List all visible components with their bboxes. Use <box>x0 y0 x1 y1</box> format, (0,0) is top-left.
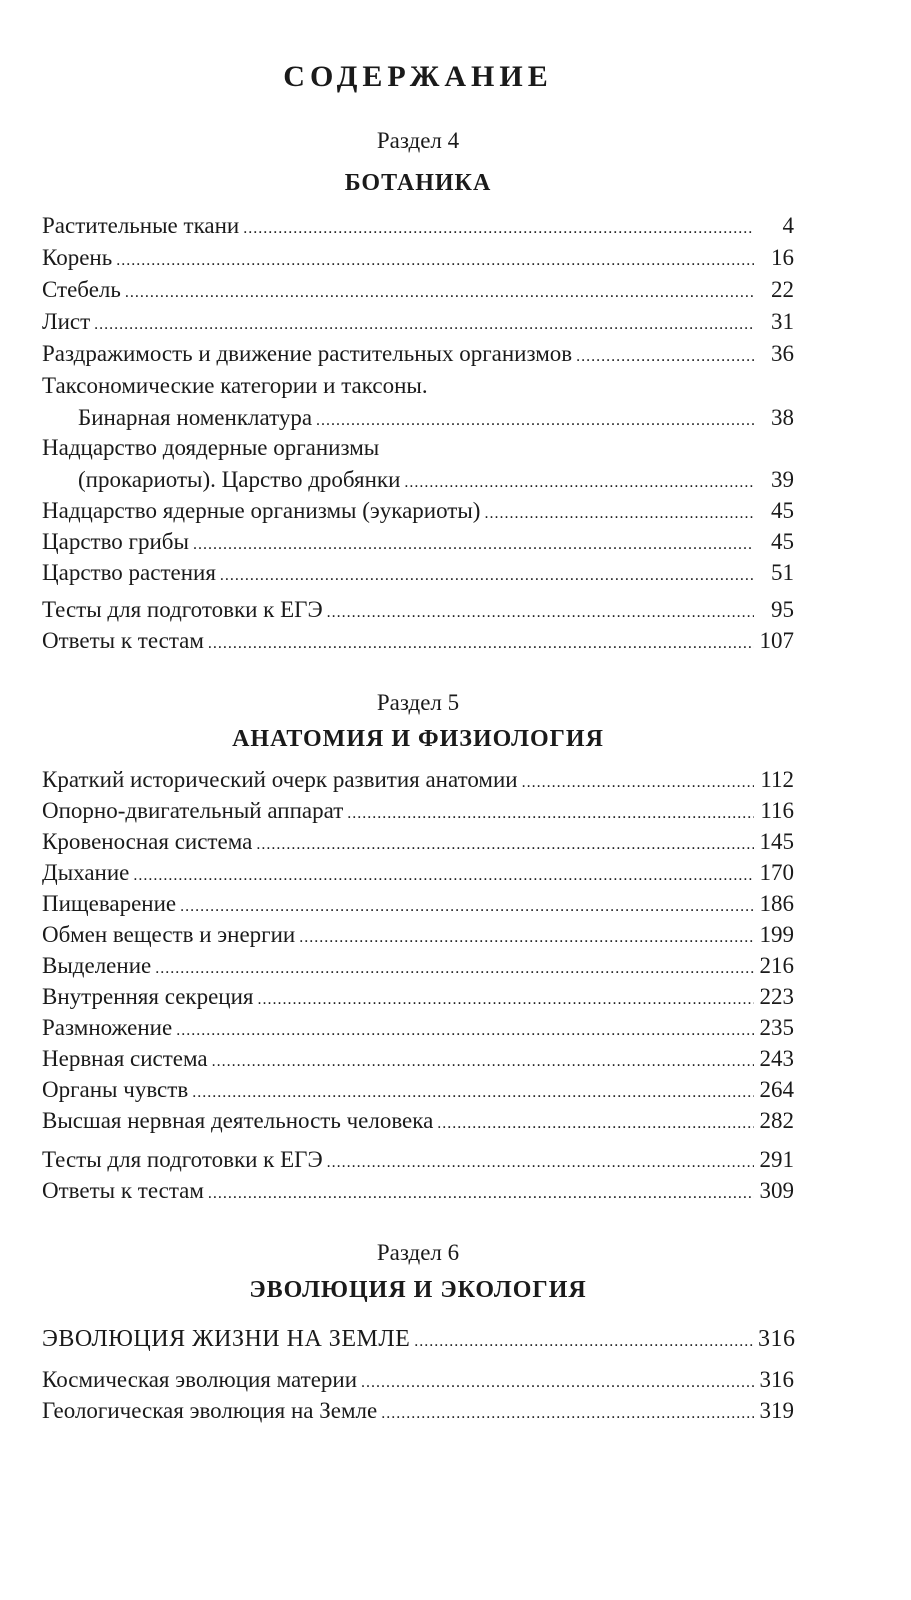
toc-entry-title: Тесты для подготовки к ЕГЭ <box>42 1147 323 1172</box>
toc-entry-title: Царство грибы <box>42 529 189 554</box>
leader-dots <box>522 769 754 797</box>
toc-entry-page: 319 <box>759 1398 794 1423</box>
toc-entry-page: 22 <box>771 277 794 302</box>
toc-entry <box>42 244 794 272</box>
toc-entry-page: 39 <box>771 467 794 492</box>
toc-entry-title: (прокариоты). Царство дробянки <box>78 467 401 492</box>
toc-entry-title: Выделение <box>42 953 152 978</box>
toc-entry-page: 31 <box>771 309 794 334</box>
toc-entry-title: Геологическая эволюция на Земле <box>42 1398 378 1423</box>
leader-dots <box>576 343 754 371</box>
toc-entry <box>42 1146 794 1174</box>
toc-entry-title: Пищеварение <box>42 891 177 916</box>
toc-entry-page: 309 <box>759 1178 794 1203</box>
toc-entry-title: Надцарство ядерные организмы (эукариоты) <box>42 498 481 523</box>
toc-entry <box>42 828 794 856</box>
toc-entry-page: 95 <box>771 597 794 622</box>
toc-entry-page: 316 <box>759 1367 794 1392</box>
toc-entry <box>42 1045 794 1073</box>
leader-dots <box>316 407 754 435</box>
toc-entry <box>42 1177 794 1205</box>
toc-entry <box>42 1366 794 1394</box>
leader-dots <box>220 562 754 590</box>
leader-dots <box>180 893 754 921</box>
toc-entry-title: Царство растения <box>42 560 216 585</box>
toc-entry-title: Органы чувств <box>42 1077 189 1102</box>
toc-entry <box>42 596 794 624</box>
toc-entry <box>42 859 794 887</box>
toc-entry-title: Кровеносная система <box>42 829 253 854</box>
leader-dots <box>437 1110 754 1138</box>
toc-entry-title: Раздражимость и движение растительных организмов <box>42 341 573 366</box>
leader-dots <box>176 1017 754 1045</box>
leader-dots <box>361 1369 754 1397</box>
leader-dots <box>327 1149 754 1177</box>
toc-entry <box>78 404 794 432</box>
toc-entry <box>42 559 794 587</box>
toc-entry-page: 38 <box>771 405 794 430</box>
toc-entry-title: Краткий исторический очерк развития анатомии <box>42 767 518 792</box>
toc-entry-title: Растительные ткани <box>42 213 240 238</box>
leader-dots <box>208 1180 754 1208</box>
toc-entry-page: 51 <box>771 560 794 585</box>
toc-entry-title: Ответы к тестам <box>42 1178 204 1203</box>
toc-entry <box>42 1397 794 1425</box>
toc-entry-page: 4 <box>782 213 794 238</box>
toc-entry-page: 291 <box>759 1147 794 1172</box>
leader-dots <box>192 1079 754 1107</box>
toc-entry <box>42 797 794 825</box>
toc-entry-title: Бинарная номенклатура <box>78 405 313 430</box>
toc-entry <box>42 921 794 949</box>
section-6-heading: ЭВОЛЮЦИЯ И ЭКОЛОГИЯ <box>249 1277 587 1303</box>
toc-entry <box>42 1014 794 1042</box>
section-5-heading: АНАТОМИЯ И ФИЗИОЛОГИЯ <box>232 726 604 752</box>
toc-entry-title: Дыхание <box>42 860 130 885</box>
toc-entry-page: 282 <box>759 1108 794 1133</box>
toc-entry <box>78 466 794 494</box>
leader-dots <box>347 800 754 828</box>
toc-entry-page: 186 <box>759 891 794 916</box>
toc-entry-title: Космическая эволюция материи <box>42 1367 358 1392</box>
leader-dots <box>94 311 754 339</box>
toc-entry <box>42 340 794 368</box>
toc-entry <box>42 766 794 794</box>
toc-entry-page: 45 <box>771 529 794 554</box>
toc-entry-title: Тесты для подготовки к ЕГЭ <box>42 597 323 622</box>
leader-dots <box>299 924 754 952</box>
toc-entry-title-line1: Таксономические категории и таксоны. <box>42 373 428 398</box>
toc-entry-page: 199 <box>759 922 794 947</box>
toc-entry-title: Размножение <box>42 1015 173 1040</box>
page-title: СОДЕРЖАНИЕ <box>283 60 553 93</box>
leader-dots <box>381 1400 754 1428</box>
toc-entry <box>42 1107 794 1135</box>
toc-entry-page: 45 <box>771 498 794 523</box>
toc-entry <box>42 627 794 655</box>
toc-entry-page: 216 <box>759 953 794 978</box>
leader-dots <box>404 469 754 497</box>
leader-dots <box>414 1328 754 1356</box>
leader-dots <box>258 986 755 1014</box>
toc-entry-page: 145 <box>759 829 794 854</box>
leader-dots <box>256 831 754 859</box>
leader-dots <box>243 215 754 243</box>
toc-entry-title: Стебель <box>42 277 121 302</box>
toc-entry-title: Внутренняя секреция <box>42 984 254 1009</box>
leader-dots <box>327 599 754 627</box>
toc-entry-title: Опорно-двигательный аппарат <box>42 798 344 823</box>
toc-entry-title: Корень <box>42 245 113 270</box>
toc-entry-page: 316 <box>758 1326 796 1352</box>
toc-entry <box>42 1076 794 1104</box>
leader-dots <box>116 247 754 275</box>
section-5-label: Раздел 5 <box>376 690 460 715</box>
toc-entry <box>42 528 794 556</box>
toc-entry-title: Высшая нервная деятельность человека <box>42 1108 434 1133</box>
leader-dots <box>193 531 754 559</box>
toc-entry-page: 116 <box>760 798 794 823</box>
toc-entry-title: Лист <box>42 309 91 334</box>
toc-entry-title: Нервная система <box>42 1046 208 1071</box>
toc-entry-title: Ответы к тестам <box>42 628 204 653</box>
toc-entry-title: ЭВОЛЮЦИЯ ЖИЗНИ НА ЗЕМЛЕ <box>42 1326 411 1352</box>
toc-entry <box>42 1325 794 1353</box>
leader-dots <box>208 630 754 658</box>
toc-entry-page: 107 <box>759 628 794 653</box>
leader-dots <box>484 500 754 528</box>
toc-entry-title-line1: Надцарство доядерные организмы <box>42 435 380 460</box>
toc-entry-page: 264 <box>759 1077 794 1102</box>
toc-entry <box>42 276 794 304</box>
section-4-heading: БОТАНИКА <box>344 170 492 196</box>
toc-entry <box>42 952 794 980</box>
leader-dots <box>125 279 754 307</box>
leader-dots <box>212 1048 754 1076</box>
toc-entry-page: 223 <box>759 984 794 1009</box>
toc-entry-title: Обмен веществ и энергии <box>42 922 296 947</box>
toc-entry <box>42 983 794 1011</box>
toc-entry-page: 235 <box>759 1015 794 1040</box>
toc-entry-page: 170 <box>759 860 794 885</box>
section-6-label: Раздел 6 <box>376 1240 460 1265</box>
toc-entry <box>42 497 794 525</box>
toc-entry-page: 16 <box>771 245 794 270</box>
toc-entry-page: 112 <box>760 767 794 792</box>
leader-dots <box>155 955 754 983</box>
toc-entry-page: 243 <box>759 1046 794 1071</box>
toc-entry <box>42 890 794 918</box>
toc-entry <box>42 308 794 336</box>
leader-dots <box>133 862 754 890</box>
section-4-label: Раздел 4 <box>376 128 460 153</box>
toc-entry <box>42 212 794 240</box>
toc-entry-page: 36 <box>771 341 794 366</box>
